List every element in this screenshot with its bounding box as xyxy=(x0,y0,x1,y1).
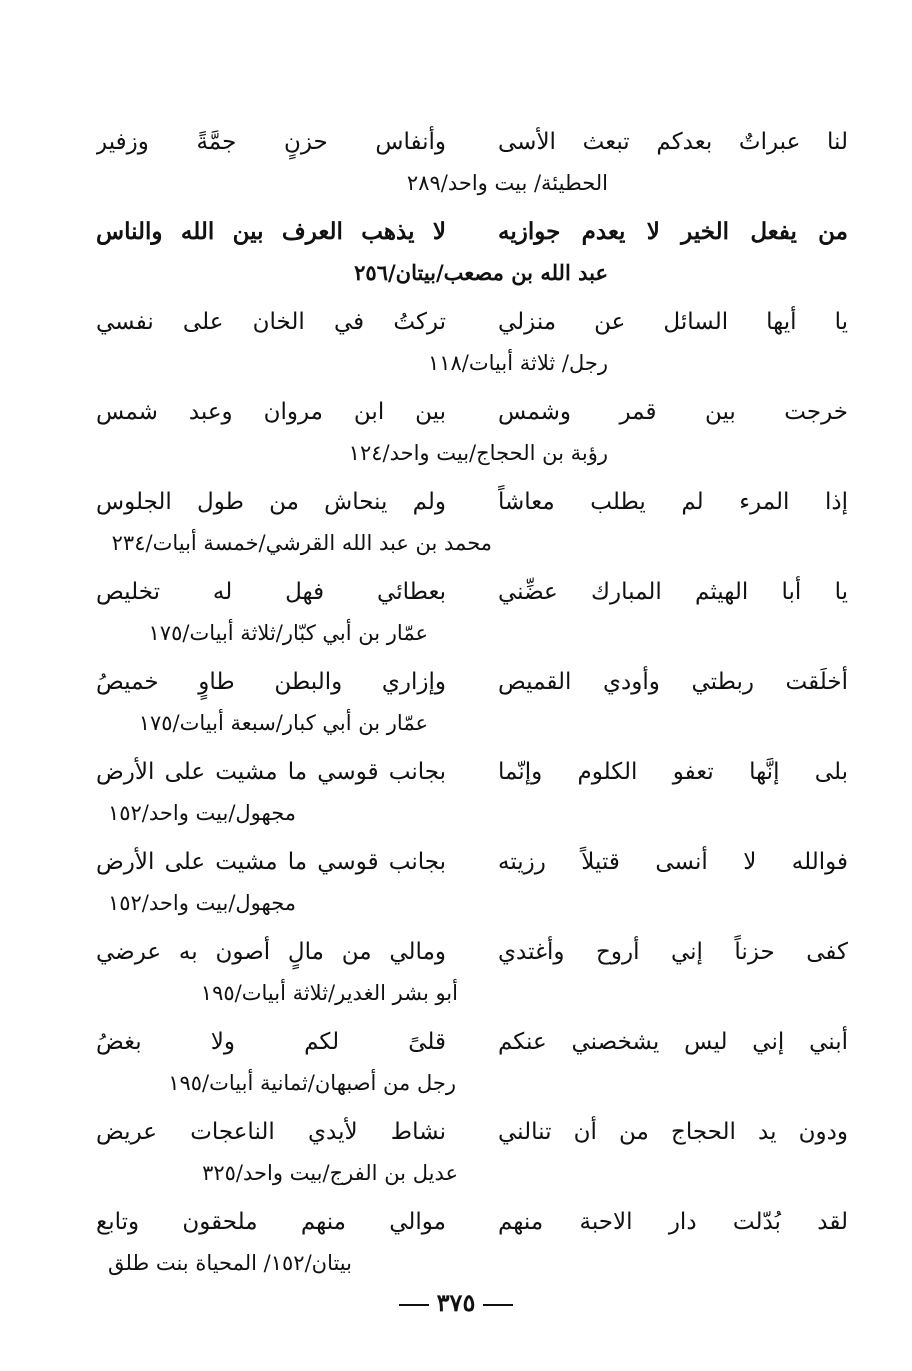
verse-line xyxy=(96,656,848,708)
verse-source: عديل بن الفرج/بيت واحد/٣٢٥ xyxy=(202,1161,458,1185)
first-hemistich: إذا المرء لم يطلب معاشاً xyxy=(498,489,848,515)
verse-entry xyxy=(96,656,848,746)
verse-source: رجل من أصبهان/ثمانية أبيات/١٩٥ xyxy=(168,1071,456,1095)
verse-line xyxy=(96,116,848,168)
verse-line xyxy=(96,296,848,348)
verse-line xyxy=(96,386,848,438)
verse-source: الحطيئة/ بيت واحد/٢٨٩ xyxy=(406,171,608,195)
verse-line xyxy=(96,476,848,528)
second-hemistich: موالي منهم ملحقون وتابع xyxy=(96,1209,446,1235)
page-number-value: ٣٧٥ xyxy=(436,1288,476,1317)
verse-source: بيتان/١٥٢/ المحياة بنت طلق xyxy=(107,1251,352,1275)
first-hemistich: خرجت بين قمر وشمس xyxy=(498,399,848,425)
verse-entry xyxy=(96,836,848,926)
verse-source: عبد الله بن مصعب/بيتان/٢٥٦ xyxy=(354,260,608,285)
verse-line xyxy=(96,1106,848,1158)
verse-entry xyxy=(96,746,848,836)
first-hemistich: يا أيها السائل عن منزلي xyxy=(498,309,848,335)
verse-entry xyxy=(96,1106,848,1196)
verse-source: محمد بن عبد الله القرشي/خمسة أبيات/٢٣٤ xyxy=(111,531,492,555)
verse-index-list xyxy=(96,116,848,1286)
verse-entry xyxy=(96,206,848,296)
first-hemistich: من يفعل الخير لا يعدم جوازيه xyxy=(498,218,848,245)
verse-entry xyxy=(96,476,848,566)
page-number-dash xyxy=(483,1304,513,1306)
first-hemistich: لقد بُدّلت دار الاحبة منهم xyxy=(498,1209,848,1235)
verse-entry xyxy=(96,296,848,386)
verse-entry xyxy=(96,116,848,206)
first-hemistich: يا أبا الهيثم المبارك عضِّني xyxy=(498,579,848,605)
verse-line xyxy=(96,206,848,258)
verse-source: رجل/ ثلاثة أبيات/١١٨ xyxy=(427,351,608,375)
first-hemistich: أبني إني ليس يشخصني عنكم xyxy=(498,1029,848,1055)
second-hemistich: نشاط لأيدي الناعجات عريض xyxy=(96,1119,446,1145)
verse-source: أبو بشر الغدير/ثلاثة أبيات/١٩٥ xyxy=(200,981,458,1005)
verse-source: مجهول/بيت واحد/١٥٢ xyxy=(107,801,296,825)
verse-line xyxy=(96,1196,848,1248)
first-hemistich: كفى حزناً إني أروح وأغتدي xyxy=(498,939,848,965)
verse-entry xyxy=(96,386,848,476)
verse-line xyxy=(96,926,848,978)
second-hemistich: بين ابن مروان وعبد شمس xyxy=(96,399,446,425)
verse-entry xyxy=(96,566,848,656)
second-hemistich: لا يذهب العرف بين الله والناس xyxy=(96,218,446,245)
second-hemistich: وإزاري والبطن طاوٍ خميصُ xyxy=(96,669,446,695)
verse-line xyxy=(96,1016,848,1068)
verse-line xyxy=(96,746,848,798)
first-hemistich: ودون يد الحجاج من أن تنالني xyxy=(498,1119,848,1145)
verse-source: عمّار بن أبي كبّار/ثلاثة أبيات/١٧٥ xyxy=(148,621,428,645)
verse-entry xyxy=(96,1016,848,1106)
first-hemistich: فوالله لا أنسى قتيلاً رزيته xyxy=(498,849,848,875)
second-hemistich: بجانب قوسي ما مشيت على الأرض xyxy=(96,759,446,785)
page-number-dash xyxy=(399,1304,429,1306)
second-hemistich: ومالي من مالٍ أصون به عرضي xyxy=(96,939,446,965)
first-hemistich: أخلَقت ربطتي وأودي القميص xyxy=(498,669,848,695)
second-hemistich: تركتُ في الخان على نفسي xyxy=(96,309,446,335)
verse-source: مجهول/بيت واحد/١٥٢ xyxy=(107,891,296,915)
verse-line xyxy=(96,566,848,618)
verse-source: عمّار بن أبي كبار/سبعة أبيات/١٧٥ xyxy=(138,711,428,735)
second-hemistich: قلىً لكم ولا بغضُ xyxy=(96,1029,446,1055)
second-hemistich: بعطائي فهل له تخليص xyxy=(96,579,446,605)
second-hemistich: وأنفاس حزنٍ جمَّةً وزفير xyxy=(96,129,446,155)
second-hemistich: ولم ينحاش من طول الجلوس xyxy=(96,489,446,515)
first-hemistich: بلى إنَّها تعفو الكلوم وإنّما xyxy=(498,759,848,785)
first-hemistich: لنا عبراتٌ بعدكم تبعث الأسى xyxy=(498,129,848,155)
page-number xyxy=(0,1288,912,1317)
second-hemistich: بجانب قوسي ما مشيت على الأرض xyxy=(96,849,446,875)
verse-entry xyxy=(96,1196,848,1286)
verse-source: رؤبة بن الحجاج/بيت واحد/١٢٤ xyxy=(348,441,608,465)
verse-line xyxy=(96,836,848,888)
verse-entry xyxy=(96,926,848,1016)
